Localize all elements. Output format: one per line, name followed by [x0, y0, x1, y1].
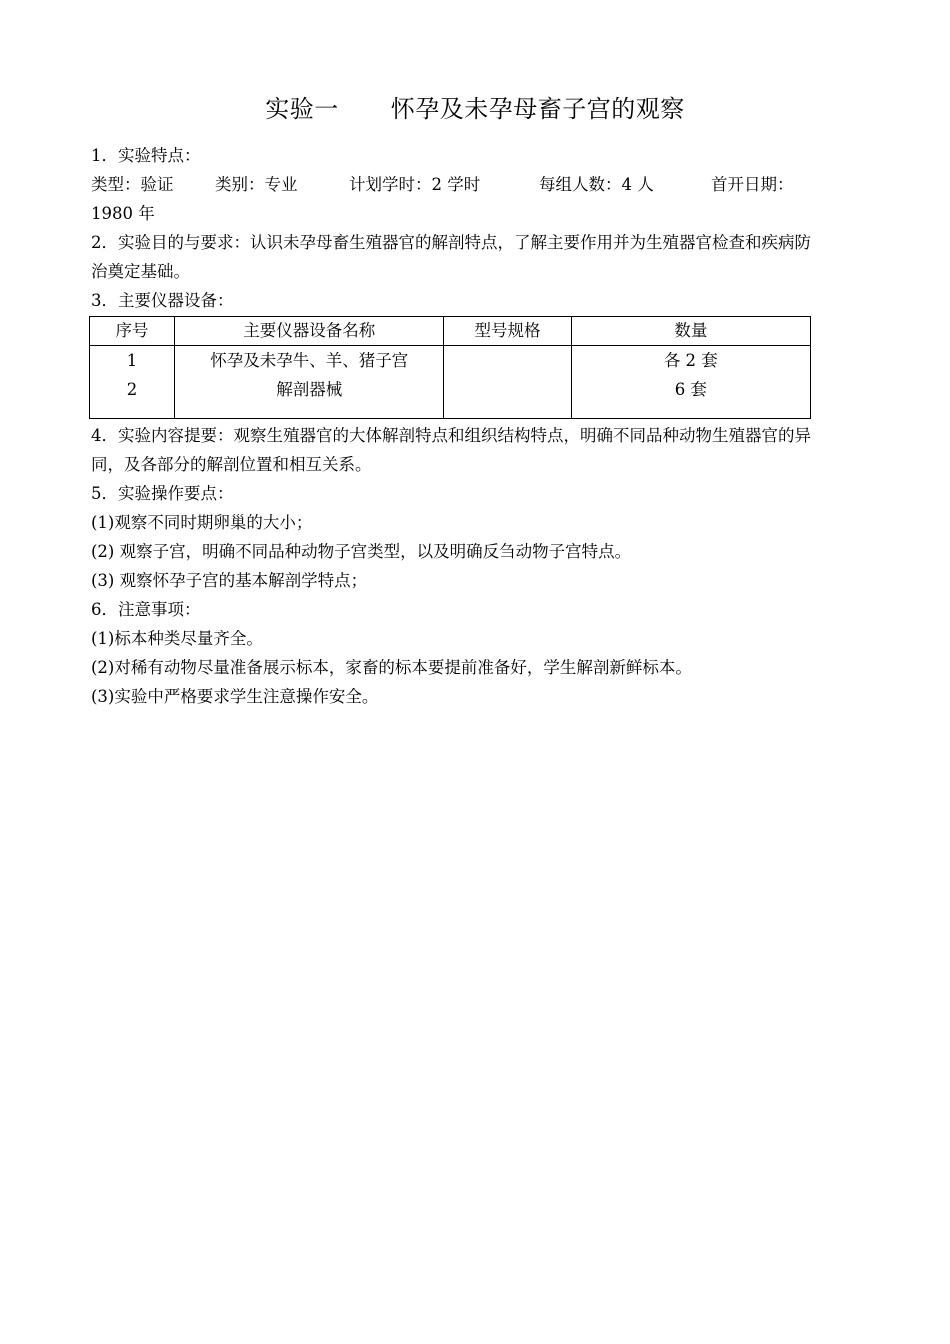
document-body [91, 141, 816, 711]
section-5-heading: 5．实验操作要点： [91, 484, 234, 503]
property-type: 类型：验证 [91, 175, 174, 194]
header-model-spec: 型号规格 [444, 317, 571, 346]
experiment-properties [91, 170, 816, 199]
title-experiment-number: 实验一 [265, 95, 339, 123]
property-category: 类别：专业 [215, 175, 298, 194]
header-quantity: 数量 [571, 317, 810, 346]
header-equipment-name: 主要仪器设备名称 [175, 317, 444, 346]
section-2-purpose: 2．实验目的与要求：认识未孕母畜生殖器官的解剖特点，了解主要作用并为生殖器官检查和疾病防治奠定基础。 [91, 233, 811, 281]
cell-numbers [90, 346, 175, 419]
document-title [0, 92, 950, 126]
cell-specs [444, 346, 571, 419]
property-hours: 计划学时：2 学时 [349, 175, 481, 194]
section-5-item-3: (3) 观察怀孕子宫的基本解剖学特点； [91, 571, 368, 590]
section-3-heading: 3．主要仪器设备： [91, 291, 234, 310]
equipment-table [89, 316, 811, 419]
row-2-name: 解剖器械 [276, 380, 343, 399]
row-2-number: 2 [126, 380, 138, 399]
section-5-item-2: (2) 观察子宫，明确不同品种动物子宫类型，以及明确反刍动物子宫特点。 [91, 542, 632, 561]
section-5-item-1: (1)观察不同时期卵巢的大小； [91, 513, 313, 532]
title-experiment-name: 怀孕及未孕母畜子宫的观察 [390, 95, 685, 123]
section-6-item-3: (3)实验中严格要求学生注意操作安全。 [91, 687, 379, 706]
section-6-item-2: (2)对稀有动物尽量准备展示标本，家畜的标本要提前准备好，学生解剖新鲜标本。 [91, 658, 692, 677]
section-4-content: 4．实验内容提要：观察生殖器官的大体解剖特点和组织结构特点，明确不同品种动物生殖器官的异同，及各部分的解剖位置和相互关系。 [91, 426, 811, 474]
table-row [90, 346, 811, 419]
row-1-number: 1 [126, 351, 138, 370]
section-6-heading: 6．注意事项： [91, 600, 201, 619]
section-6-item-1: (1)标本种类尽量齐全。 [91, 629, 263, 648]
property-date-label: 首开日期： [711, 175, 794, 194]
cell-names [175, 346, 444, 419]
property-date-value: 1980 年 [91, 204, 155, 223]
header-number: 序号 [90, 317, 175, 346]
section-1-heading: 1．实验特点： [91, 146, 201, 165]
row-1-quantity: 各 2 套 [663, 351, 718, 370]
cell-quantities [571, 346, 810, 419]
table-header-row [90, 317, 811, 346]
row-2-quantity: 6 套 [674, 380, 707, 399]
row-1-name: 怀孕及未孕牛、羊、猪子宫 [210, 351, 409, 370]
property-group-size: 每组人数：4 人 [539, 175, 654, 194]
